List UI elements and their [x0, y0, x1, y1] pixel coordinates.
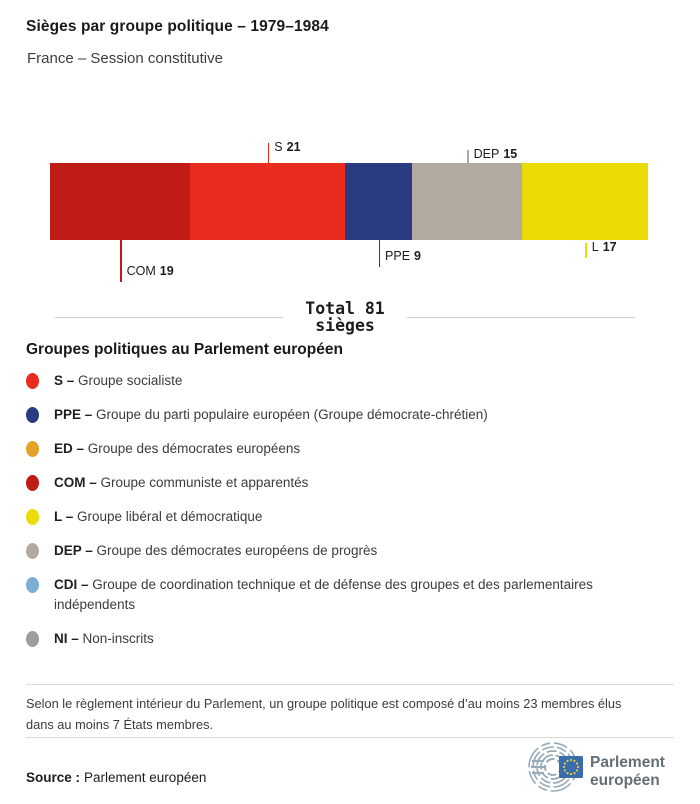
bar-segment-l: [522, 163, 648, 240]
legend: [26, 371, 674, 663]
legend-item-s: S – Groupe socialiste: [26, 371, 674, 391]
footnote-divider-bottom: [26, 737, 674, 738]
legend-dot-icon: [26, 577, 39, 593]
svg-text:Parlement: Parlement: [590, 754, 665, 771]
bar-label-text: S 21: [274, 140, 301, 154]
leader-line: [467, 150, 469, 163]
divider-right: [407, 317, 635, 318]
european-parliament-logo: [526, 741, 676, 795]
bar-label-text: PPE 9: [385, 249, 421, 263]
logo-wordmark: [590, 754, 665, 789]
legend-dot-icon: [26, 475, 39, 491]
leader-line: [585, 243, 587, 258]
total-seats: [55, 300, 635, 334]
svg-text:européen: européen: [590, 772, 660, 789]
bar-label-com: [120, 240, 174, 282]
legend-dot-icon: [26, 509, 39, 525]
footnote-divider-top: [26, 684, 674, 685]
ep-logo-svg: [526, 741, 676, 795]
page-title: Sièges par groupe politique – 1979–1984: [26, 18, 329, 35]
source-line: [26, 770, 206, 785]
source-label: Source :: [26, 770, 81, 785]
bar-label-s: [268, 140, 301, 163]
page-subtitle: France – Session constitutive: [27, 50, 223, 67]
legend-item-l: L – Groupe libéral et démocratique: [26, 507, 674, 527]
bar-label-text: COM 19: [126, 264, 174, 278]
legend-item-ppe: PPE – Groupe du parti populaire européen (Groupe démocrate-chrétien): [26, 405, 674, 425]
legend-dot-icon: [26, 631, 39, 647]
bar-segment-dep: [412, 163, 523, 240]
bar-segment-ppe: [345, 163, 411, 240]
eu-flag-icon: [559, 756, 583, 778]
legend-item-dep: DEP – Groupe des démocrates européens de progrès: [26, 541, 674, 561]
legend-item-cdi: CDI – Groupe de coordination technique et de défense des groupes et des parlementaires indépendents: [26, 575, 674, 615]
bar-label-text: DEP 15: [473, 147, 518, 161]
bar-label-ppe: [379, 240, 421, 267]
legend-dot-icon: [26, 441, 39, 457]
legend-dot-icon: [26, 373, 39, 389]
legend-dot-icon: [26, 543, 39, 559]
bar-label-l: [585, 240, 616, 258]
legend-dot-icon: [26, 407, 39, 423]
leader-line: [268, 143, 270, 163]
bar-label-dep: [467, 147, 518, 163]
leader-line: [120, 240, 122, 282]
legend-item-ed: ED – Groupe des démocrates européens: [26, 439, 674, 459]
total-seats-text: Total 81 sièges: [305, 299, 385, 335]
legend-item-ni: NI – Non-inscrits: [26, 629, 674, 649]
leader-line: [379, 240, 381, 267]
source-value: Parlement européen: [84, 770, 207, 785]
legend-item-com: COM – Groupe communiste et apparentés: [26, 473, 674, 493]
divider-left: [55, 317, 283, 318]
bar-segment-com: [50, 163, 190, 240]
bar-label-text: L 17: [591, 240, 617, 254]
seats-stacked-bar-chart: [50, 135, 648, 290]
legend-heading: Groupes politiques au Parlement européen: [26, 341, 343, 358]
footnote-text: Selon le règlement intérieur du Parlement, un groupe politique est composé d’au moins 23 membres élus dans au moins 7 États membres.: [26, 696, 622, 732]
bar-segment-s: [190, 163, 345, 240]
stacked-bar: [50, 163, 648, 240]
